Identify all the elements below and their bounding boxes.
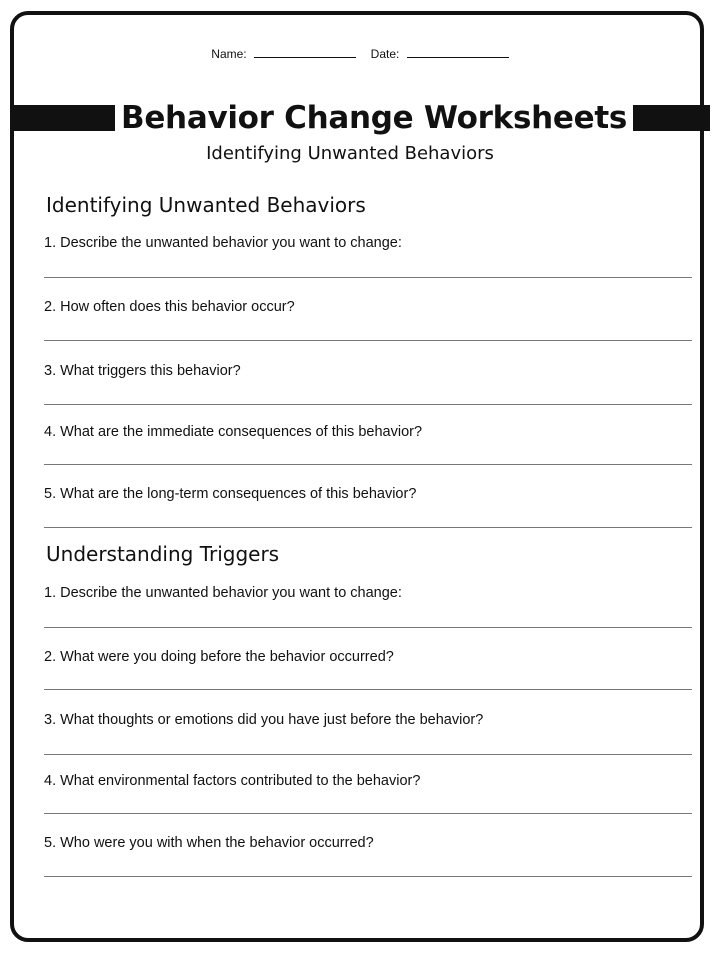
- name-blank: [254, 47, 356, 58]
- section-heading: Understanding Triggers: [46, 542, 280, 566]
- answer-line: [44, 876, 692, 877]
- answer-line: [44, 813, 692, 814]
- page-title: Behavior Change Worksheets: [121, 99, 628, 136]
- page-subtitle: Identifying Unwanted Behaviors: [206, 143, 494, 164]
- title-bar-right: [633, 105, 710, 131]
- answer-line: [44, 689, 692, 690]
- answer-line: [44, 527, 692, 528]
- question-text: 4. What environmental factors contributed to the behavior?: [44, 773, 421, 789]
- question-text: 1. Describe the unwanted behavior you want to change:: [44, 585, 402, 601]
- answer-line: [44, 627, 692, 628]
- answer-line: [44, 277, 692, 278]
- question-text: 2. What were you doing before the behavior occurred?: [44, 649, 394, 665]
- title-bar-left: [10, 105, 115, 131]
- question-text: 1. Describe the unwanted behavior you want to change:: [44, 235, 402, 251]
- question-text: 5. Who were you with when the behavior occurred?: [44, 835, 374, 851]
- name-label: Name:: [211, 47, 247, 61]
- question-text: 5. What are the long-term consequences of this behavior?: [44, 486, 417, 502]
- date-label: Date:: [370, 47, 400, 61]
- title-band: [10, 99, 710, 136]
- question-text: 3. What thoughts or emotions did you have just before the behavior?: [44, 712, 484, 728]
- question-text: 2. How often does this behavior occur?: [44, 299, 295, 315]
- answer-line: [44, 754, 692, 755]
- answer-line: [44, 404, 692, 405]
- name-date-line: [0, 47, 720, 61]
- question-text: 4. What are the immediate consequences of this behavior?: [44, 424, 423, 440]
- answer-line: [44, 340, 692, 341]
- section-heading: Identifying Unwanted Behaviors: [46, 193, 366, 217]
- date-blank: [407, 47, 509, 58]
- answer-line: [44, 464, 692, 465]
- question-text: 3. What triggers this behavior?: [44, 363, 241, 379]
